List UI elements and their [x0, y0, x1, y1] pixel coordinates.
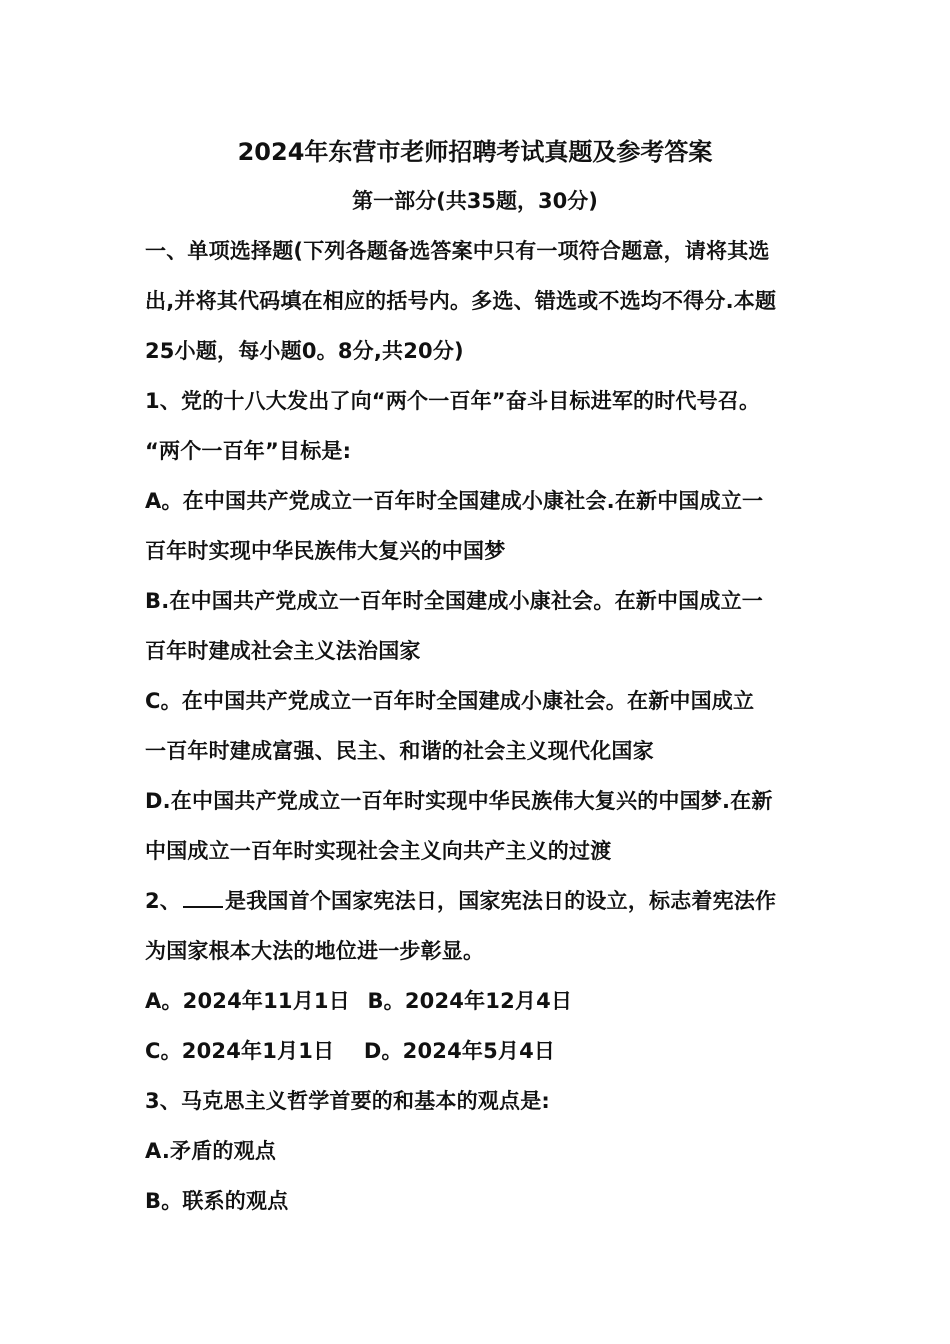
- q2-options-row-2: [145, 1036, 555, 1066]
- q3-option-a: A.矛盾的观点: [145, 1139, 277, 1163]
- answer-blank: [183, 886, 223, 908]
- section-heading-line-1: 一、单项选择题(下列各题备选答案中只有一项符合题意，请将其选: [145, 239, 770, 263]
- q1-option-c-line-2: 一百年时建成富强、民主、和谐的社会主义现代化国家: [145, 739, 654, 763]
- part-subtitle: 第一部分(共35题，30分): [352, 189, 598, 213]
- q2-stem-line-1: [145, 886, 776, 916]
- q1-option-b-line-2: 百年时建成社会主义法治国家: [145, 639, 421, 663]
- q2-option-a: A。2024年11月1日: [145, 989, 350, 1013]
- q2-options-row-1: [145, 986, 572, 1016]
- q2-stem-line-2: 为国家根本大法的地位进一步彰显。: [145, 939, 485, 963]
- q1-stem-line-2: “两个一百年”目标是:: [145, 439, 352, 463]
- section-heading-line-3: 25小题，每小题0。8分,共20分): [145, 339, 464, 363]
- q2-number: 2、: [145, 889, 182, 913]
- q3-option-b: B。联系的观点: [145, 1189, 289, 1213]
- q2-option-d: D。2024年5月4日: [363, 1039, 556, 1063]
- section-heading-line-2: 出,并将其代码填在相应的括号内。多选、错选或不选均不得分.本题: [145, 289, 777, 313]
- q1-option-d-line-2: 中国成立一百年时实现社会主义向共产主义的过渡: [145, 839, 612, 863]
- q1-option-b-line-1: B.在中国共产党成立一百年时全国建成小康社会。在新中国成立一: [145, 589, 763, 613]
- q1-option-c-line-1: C。在中国共产党成立一百年时全国建成小康社会。在新中国成立: [145, 689, 755, 713]
- q3-stem: 3、马克思主义哲学首要的和基本的观点是:: [145, 1089, 551, 1113]
- q1-option-d-line-1: D.在中国共产党成立一百年时实现中华民族伟大复兴的中国梦.在新: [145, 789, 773, 813]
- q2-option-c: C。2024年1月1日: [145, 1039, 335, 1063]
- q2-option-b: B。2024年12月4日: [367, 989, 573, 1013]
- page-title: 2024年东营市老师招聘考试真题及参考答案: [237, 138, 713, 166]
- q1-option-a-line-1: A。在中国共产党成立一百年时全国建成小康社会.在新中国成立一: [145, 489, 764, 513]
- q1-option-a-line-2: 百年时实现中华民族伟大复兴的中国梦: [145, 539, 506, 563]
- q2-stem-text: 是我国首个国家宪法日，国家宪法日的设立，标志着宪法作: [225, 889, 777, 913]
- q1-stem-line-1: 1、党的十八大发出了向“两个一百年”奋斗目标进军的时代号召。: [145, 389, 761, 413]
